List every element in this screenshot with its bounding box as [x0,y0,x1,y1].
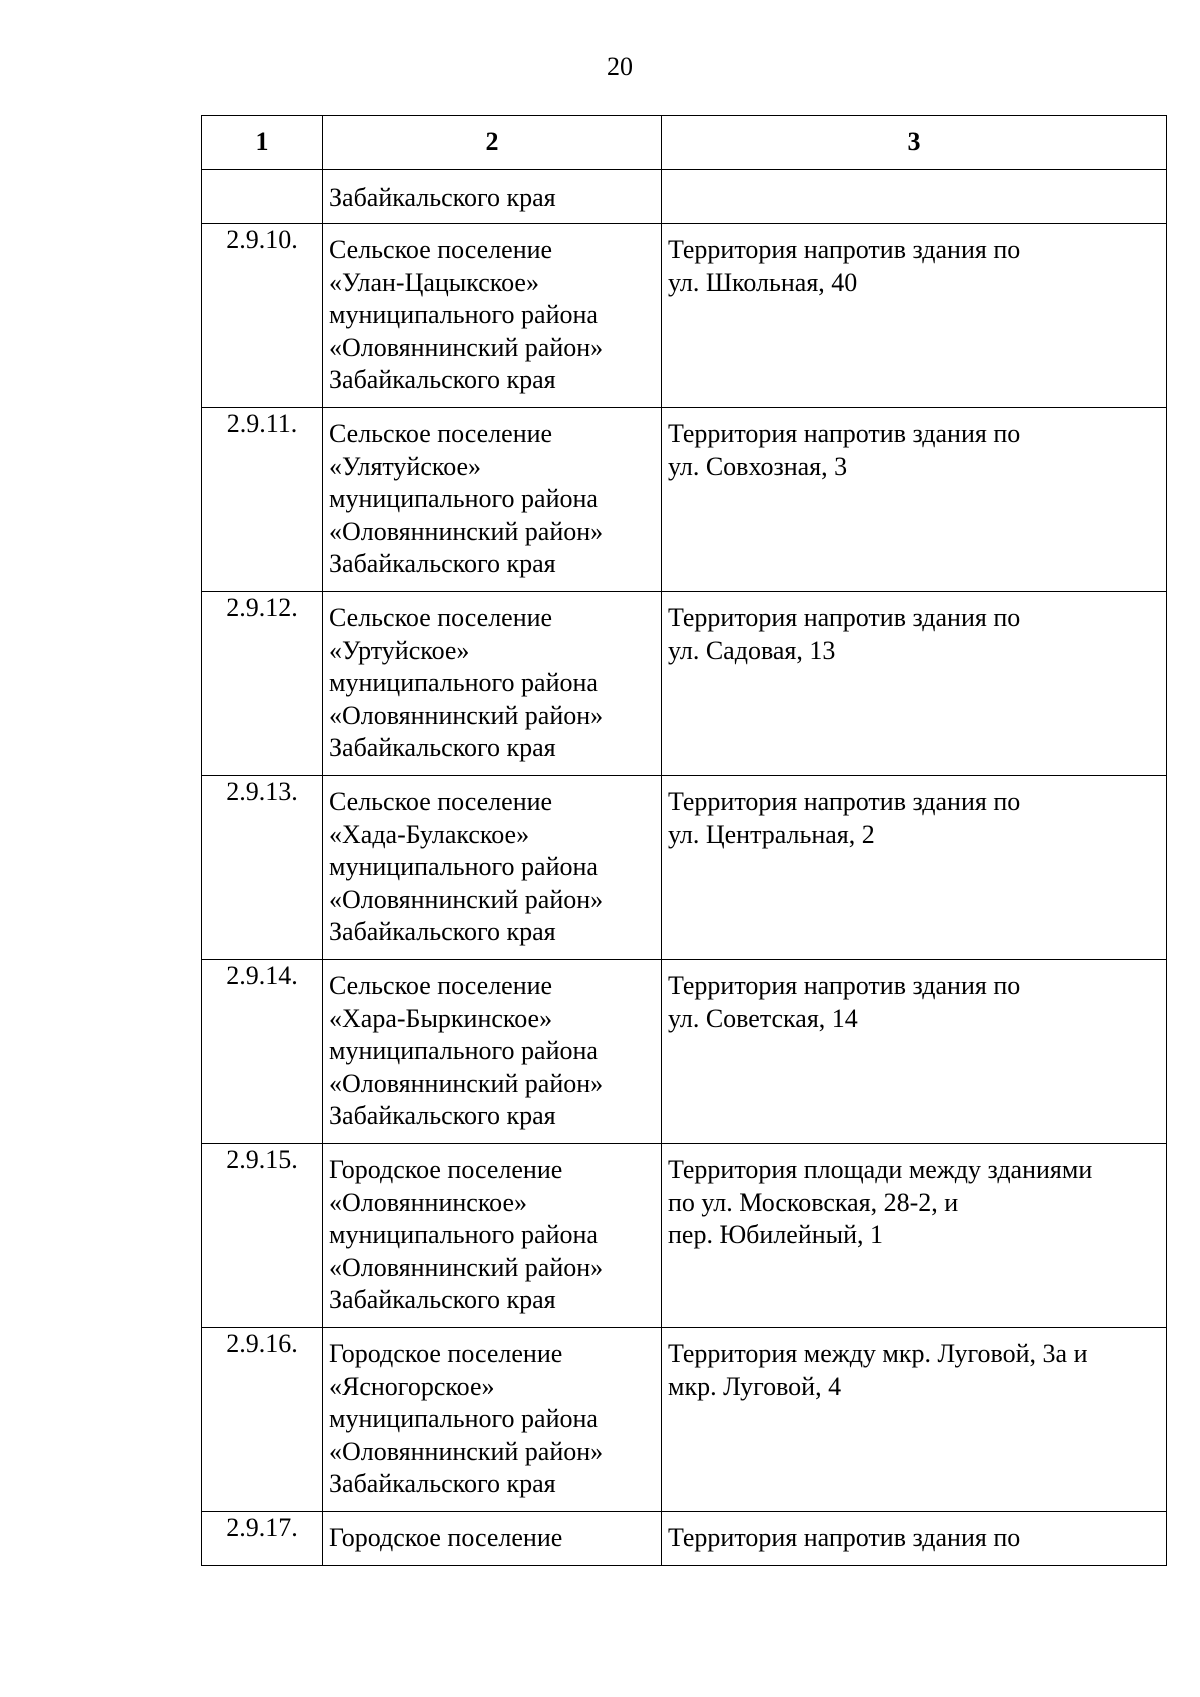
municipality-line: муниципального района [329,1036,598,1065]
municipality-line: Городское поселение [329,1523,563,1552]
row-number-cell: 2.9.12. [202,592,323,776]
table-header-row [202,116,1167,170]
municipality-line: «Улятуйское» [329,451,482,481]
municipality-line: «Оловяннинский район» [329,700,604,730]
location-line: ул. Школьная, 40 [668,267,858,297]
municipality-line: муниципального района [329,1404,598,1433]
location-line: Территория площади между зданиями [668,1155,1093,1184]
location-cell [662,224,1167,408]
municipality-cell [323,776,662,960]
location-line: ул. Совхозная, 3 [668,451,848,481]
municipality-line: «Оловяннинский район» [329,516,604,546]
municipality-line: «Оловяннинское» [329,1187,528,1217]
municipality-line: «Ясногорское» [329,1371,495,1401]
location-line: ул. Центральная, 2 [668,819,875,849]
table-row [202,408,1167,592]
location-line: пер. Юбилейный, 1 [668,1220,884,1249]
location-line: по ул. Московская, 28-2, и [668,1187,959,1217]
row-number-cell: 2.9.11. [202,408,323,592]
location-line: ул. Садовая, 13 [668,635,836,665]
row-number-cell: 2.9.17. [202,1512,323,1566]
municipality-line: муниципального района [329,300,598,329]
municipality-line: муниципального района [329,1220,598,1249]
location-cell [662,1144,1167,1328]
location-line: Территория напротив здания по [668,419,1021,448]
municipality-line: Забайкальского края [329,1285,556,1314]
location-line: Территория напротив здания по [668,235,1021,264]
table-row [202,1512,1167,1566]
municipality-cell [323,1144,662,1328]
row-number-cell: 2.9.16. [202,1328,323,1512]
location-line: мкр. Луговой, 4 [668,1371,842,1401]
column-header-2: 2 [323,116,662,170]
municipality-line: «Улан-Цацыкское» [329,267,539,297]
location-cell [662,170,1167,224]
row-number-cell: 2.9.15. [202,1144,323,1328]
location-cell [662,1512,1167,1566]
row-number-cell: 2.9.10. [202,224,323,408]
municipality-cell [323,408,662,592]
municipality-line: муниципального района [329,668,598,697]
municipality-line: «Оловяннинский район» [329,332,604,362]
municipality-line: Городское поселение [329,1155,563,1184]
municipality-line: Забайкальского края [329,1101,556,1130]
location-cell [662,776,1167,960]
location-line: Территория между мкр. Луговой, 3а и [668,1339,1088,1368]
location-cell [662,592,1167,776]
location-line: ул. Советская, 14 [668,1003,858,1033]
table-row [202,1144,1167,1328]
row-number-cell [202,170,323,224]
column-header-3: 3 [662,116,1167,170]
table-row [202,776,1167,960]
municipality-line: Сельское поселение [329,603,553,632]
locations-table [201,115,1167,1566]
municipality-line: Сельское поселение [329,235,553,264]
municipality-line: Забайкальского края [329,183,556,212]
municipality-line: Забайкальского края [329,1469,556,1498]
municipality-cell [323,170,662,224]
location-cell [662,1328,1167,1512]
location-cell [662,408,1167,592]
municipality-line: муниципального района [329,484,598,513]
location-line: Территория напротив здания по [668,971,1021,1000]
municipality-line: «Оловяннинский район» [329,1252,604,1282]
municipality-line: «Оловяннинский район» [329,1068,604,1098]
municipality-cell [323,1328,662,1512]
municipality-line: Забайкальского края [329,733,556,762]
municipality-line: Забайкальского края [329,365,556,394]
table-row [202,1328,1167,1512]
municipality-cell [323,1512,662,1566]
municipality-line: «Оловяннинский район» [329,884,604,914]
table-row [202,592,1167,776]
municipality-line: «Уртуйское» [329,635,470,665]
municipality-line: «Оловяннинский район» [329,1436,604,1466]
location-line: Территория напротив здания по [668,1523,1021,1552]
municipality-line: Сельское поселение [329,787,553,816]
municipality-line: Забайкальского края [329,917,556,946]
municipality-line: муниципального района [329,852,598,881]
continuation-row [202,170,1167,224]
location-cell [662,960,1167,1144]
column-header-1: 1 [202,116,323,170]
table-row [202,224,1167,408]
row-number-cell: 2.9.14. [202,960,323,1144]
municipality-line: «Хада-Булакское» [329,819,530,849]
page-number: 20 [607,52,633,81]
municipality-line: Сельское поселение [329,971,553,1000]
table-row [202,960,1167,1144]
municipality-line: «Хара-Быркинское» [329,1003,553,1033]
municipality-line: Сельское поселение [329,419,553,448]
municipality-cell [323,960,662,1144]
municipality-cell [323,592,662,776]
location-line: Территория напротив здания по [668,603,1021,632]
municipality-line: Забайкальского края [329,549,556,578]
municipality-line: Городское поселение [329,1339,563,1368]
municipality-cell [323,224,662,408]
row-number-cell: 2.9.13. [202,776,323,960]
location-line: Территория напротив здания по [668,787,1021,816]
